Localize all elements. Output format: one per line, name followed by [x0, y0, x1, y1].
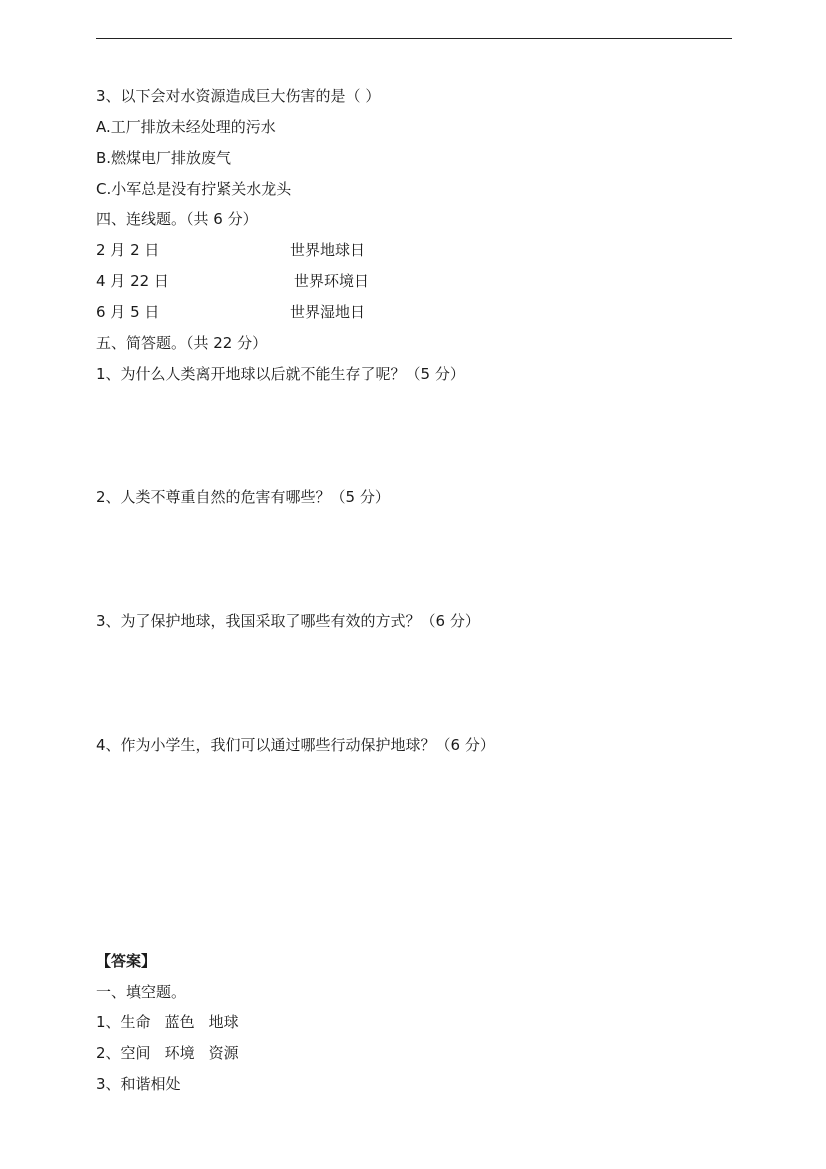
answer-2-item-1: 空间	[120, 1044, 151, 1062]
match-left-3: 6 月 5 日	[96, 303, 160, 321]
match-right-3: 世界湿地日	[290, 303, 366, 321]
answer-1-item-3: 地球	[208, 1013, 239, 1031]
question-3-option-a: A.工厂排放未经处理的污水	[96, 118, 276, 136]
short-question-1: 1、为什么人类离开地球以后就不能生存了呢？（5 分）	[96, 365, 465, 383]
match-right-2: 世界环境日	[294, 272, 370, 290]
question-3-stem: 3、以下会对水资源造成巨大伤害的是（ ）	[96, 87, 381, 105]
answer-1-num: 1、	[96, 1013, 121, 1031]
answer-2-item-3: 资源	[208, 1044, 239, 1062]
answer-2-num: 2、	[96, 1044, 121, 1062]
match-left-1: 2 月 2 日	[96, 241, 160, 259]
answer-3-num: 3、	[96, 1075, 121, 1093]
answer-3-item-1: 和谐相处	[120, 1075, 181, 1093]
answer-1-item-2: 蓝色	[164, 1013, 195, 1031]
answer-line-2	[96, 1043, 239, 1063]
short-question-4: 4、作为小学生，我们可以通过哪些行动保护地球？（6 分）	[96, 736, 495, 754]
header-rule	[96, 38, 732, 39]
answer-line-3	[96, 1074, 181, 1094]
answer-1-item-1: 生命	[120, 1013, 151, 1031]
answers-heading: 【答案】	[96, 952, 157, 970]
section-4-heading: 四、连线题。（共 6 分）	[96, 210, 258, 228]
answer-line-1	[96, 1012, 239, 1032]
section-5-heading: 五、简答题。（共 22 分）	[96, 334, 268, 352]
short-question-2: 2、人类不尊重自然的危害有哪些？（5 分）	[96, 488, 390, 506]
answer-2-item-2: 环境	[164, 1044, 195, 1062]
answers-section-1: 一、填空题。	[96, 983, 187, 1001]
match-right-1: 世界地球日	[290, 241, 366, 259]
match-left-2: 4 月 22 日	[96, 272, 169, 290]
question-3-option-b: B.燃煤电厂排放废气	[96, 149, 232, 167]
question-3-option-c: C.小军总是没有拧紧关水龙头	[96, 180, 292, 198]
short-question-3: 3、为了保护地球，我国采取了哪些有效的方式？（6 分）	[96, 612, 480, 630]
